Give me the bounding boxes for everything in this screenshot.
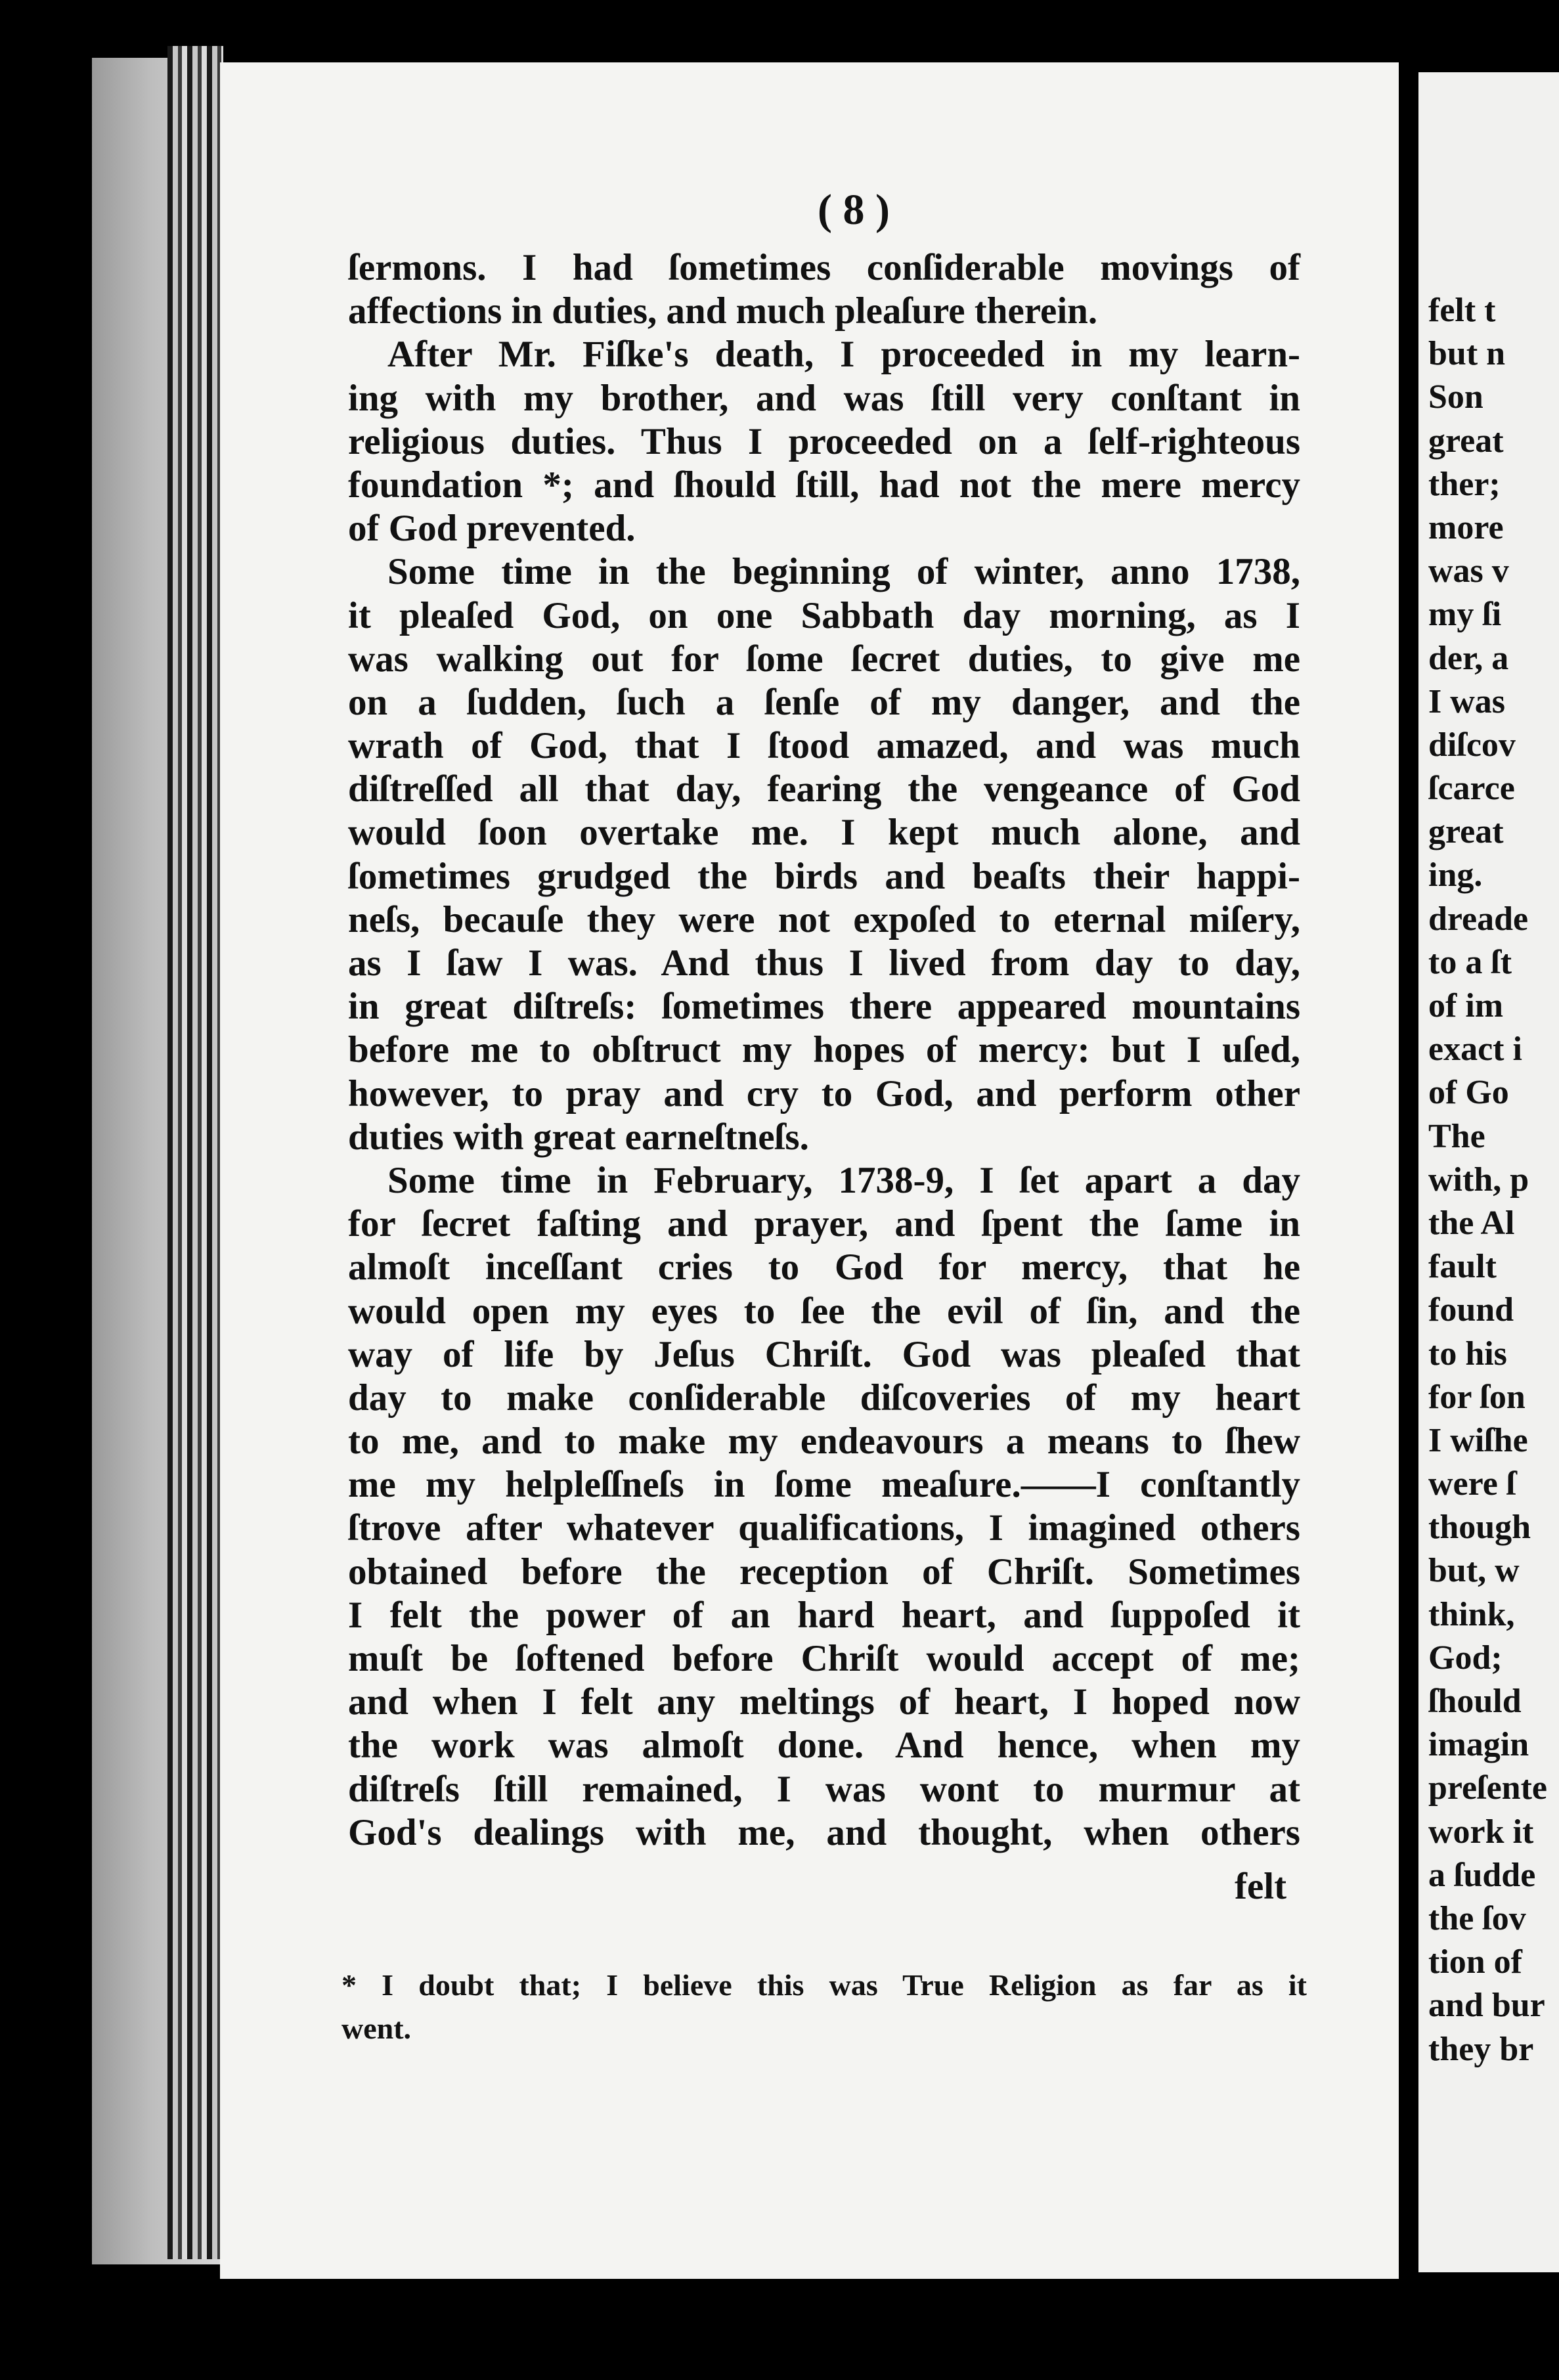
right-text-line: were ſ [1428, 1465, 1516, 1503]
right-text-line: more [1428, 508, 1504, 546]
text-line: would ſoon overtake me. I kept much alone, and [348, 812, 1300, 854]
text-line: before me to obſtruct my hopes of mercy: but I uſed, [348, 1029, 1300, 1071]
text-line: it pleaſed God, on one Sabbath day morning, as I [348, 594, 1300, 636]
text-line: affections in duties, and much pleaſure therein. [348, 290, 1098, 332]
right-text-line: my ſi [1428, 596, 1502, 634]
text-line: foundation *; and ſhould ſtill, had not the mere mercy [348, 464, 1300, 506]
right-text-line: fault [1428, 1248, 1497, 1286]
text-line: for ſecret faſting and prayer, and ſpent the ſame in [348, 1203, 1300, 1245]
right-text-line: with, p [1428, 1160, 1529, 1199]
text-line: of God prevented. [348, 508, 636, 550]
text-line: Some time in February, 1738-9, I ſet apart a day [387, 1159, 1300, 1201]
body-text [348, 246, 1300, 1855]
text-line: After Mr. Fiſke's death, I proceeded in my learn- [387, 334, 1300, 376]
text-line: wrath of God, that I ſtood amazed, and was much [348, 725, 1300, 767]
right-text-line: of Go [1428, 1074, 1509, 1112]
right-page-text [1428, 289, 1559, 2071]
text-line: duties with great earneſtneſs. [348, 1116, 809, 1158]
text-line: in great diſtreſs: ſometimes there appeared mountains [348, 986, 1300, 1028]
right-text-line: but, w [1428, 1552, 1520, 1590]
right-text-line: felt t [1428, 292, 1496, 329]
right-text-line: tion of [1428, 1943, 1522, 1981]
text-line: on a ſudden, ſuch a ſenſe of my danger, and the [348, 681, 1300, 723]
text-line: as I ſaw I was. And thus I lived from day to day, [348, 942, 1300, 984]
right-text-line: work it [1428, 1813, 1534, 1851]
right-text-line: imagin [1428, 1726, 1529, 1764]
right-text-line: and bur [1428, 1987, 1545, 2025]
text-line: ſometimes grudged the birds and beaſts their happi- [348, 855, 1300, 897]
text-line: religious duties. Thus I proceeded on a ſelf-righteous [348, 420, 1300, 462]
footnote [341, 1964, 1307, 2050]
catchword: felt [1235, 1866, 1287, 1907]
right-text-line: but n [1428, 335, 1506, 373]
right-text-line: great [1428, 422, 1504, 460]
right-text-line: the Al [1428, 1204, 1515, 1242]
footnote-line: * I doubt that; I believe this was True Religion as far as it [341, 1968, 1307, 2002]
text-line: was walking out for ſome ſecret duties, to give me [348, 638, 1300, 680]
text-line: way of life by Jeſus Chriſt. God was pleaſed that [348, 1333, 1300, 1375]
book-spine [167, 46, 223, 2259]
right-text-line: ther; [1428, 465, 1501, 503]
text-line: diſtreſs ſtill remained, I was wont to murmur at [348, 1768, 1300, 1810]
right-text-line: to his [1428, 1334, 1507, 1373]
text-line: would open my eyes to ſee the evil of ſin, and the [348, 1290, 1300, 1332]
right-text-line: was v [1428, 552, 1509, 590]
right-text-line: ſcarce [1428, 770, 1515, 808]
text-line: to me, and to make my endeavours a means to ſhew [348, 1421, 1300, 1463]
page-number: ( 8 ) [818, 186, 890, 234]
text-line: God's dealings with me, and thought, when others [348, 1811, 1300, 1853]
text-line: muſt be ſoftened before Chriſt would accept of me; [348, 1638, 1300, 1679]
right-text-line: a ſudde [1428, 1856, 1536, 1894]
right-text-line: think, [1428, 1595, 1515, 1633]
right-text-line: ſhould [1428, 1683, 1522, 1720]
right-text-line: I was [1428, 682, 1506, 720]
text-line: however, to pray and cry to God, and perform other [348, 1072, 1300, 1114]
right-text-line: I wiſhe [1428, 1421, 1528, 1459]
text-line: obtained before the reception of Chriſt. Sometimes [348, 1551, 1300, 1593]
right-text-line: the ſov [1428, 1899, 1526, 1937]
right-text-line: of im [1428, 987, 1504, 1025]
right-text-line: The [1428, 1117, 1485, 1155]
text-line: I felt the power of an hard heart, and ſuppoſed it [348, 1594, 1300, 1636]
text-line: the work was almoſt done. And hence, when my [348, 1725, 1300, 1767]
text-line: and when I felt any meltings of heart, I hoped now [348, 1681, 1300, 1723]
right-text-line: God; [1428, 1639, 1503, 1677]
right-text-line: Son [1428, 378, 1483, 416]
right-text-line: though [1428, 1509, 1531, 1547]
right-text-line: diſcov [1428, 726, 1516, 764]
right-text-line: dreade [1428, 900, 1529, 938]
right-text-line: der, a [1428, 639, 1509, 677]
right-text-line: ing. [1428, 856, 1483, 894]
text-line: ing with my brother, and was ſtill very conſtant in [348, 377, 1300, 419]
text-line: neſs, becauſe they were not expoſed to eternal miſery, [348, 898, 1300, 940]
text-line: Some time in the beginning of winter, anno 1738, [387, 551, 1300, 593]
right-text-line: to a ſt [1428, 943, 1512, 981]
right-text-line: great [1428, 813, 1504, 851]
text-line: diſtreſſed all that day, fearing the vengeance of God [348, 768, 1300, 810]
text-line: me my helpleſſneſs in ſome meaſure.——I conſtantly [348, 1464, 1300, 1506]
text-line: ſtrove after whatever qualifications, I imagined others [348, 1507, 1300, 1549]
right-text-line: they br [1428, 2030, 1534, 2068]
text-line: almoſt inceſſant cries to God for mercy, that he [348, 1246, 1300, 1289]
text-line: ſermons. I had ſometimes conſiderable movings of [348, 247, 1300, 288]
text-line: day to make conſiderable diſcoveries of my heart [348, 1377, 1300, 1419]
right-text-line: for ſon [1428, 1378, 1526, 1416]
right-text-line: exact i [1428, 1030, 1522, 1069]
footnote-line: went. [341, 2012, 412, 2045]
right-text-line: found [1428, 1291, 1514, 1329]
right-text-line: preſente [1428, 1769, 1547, 1807]
